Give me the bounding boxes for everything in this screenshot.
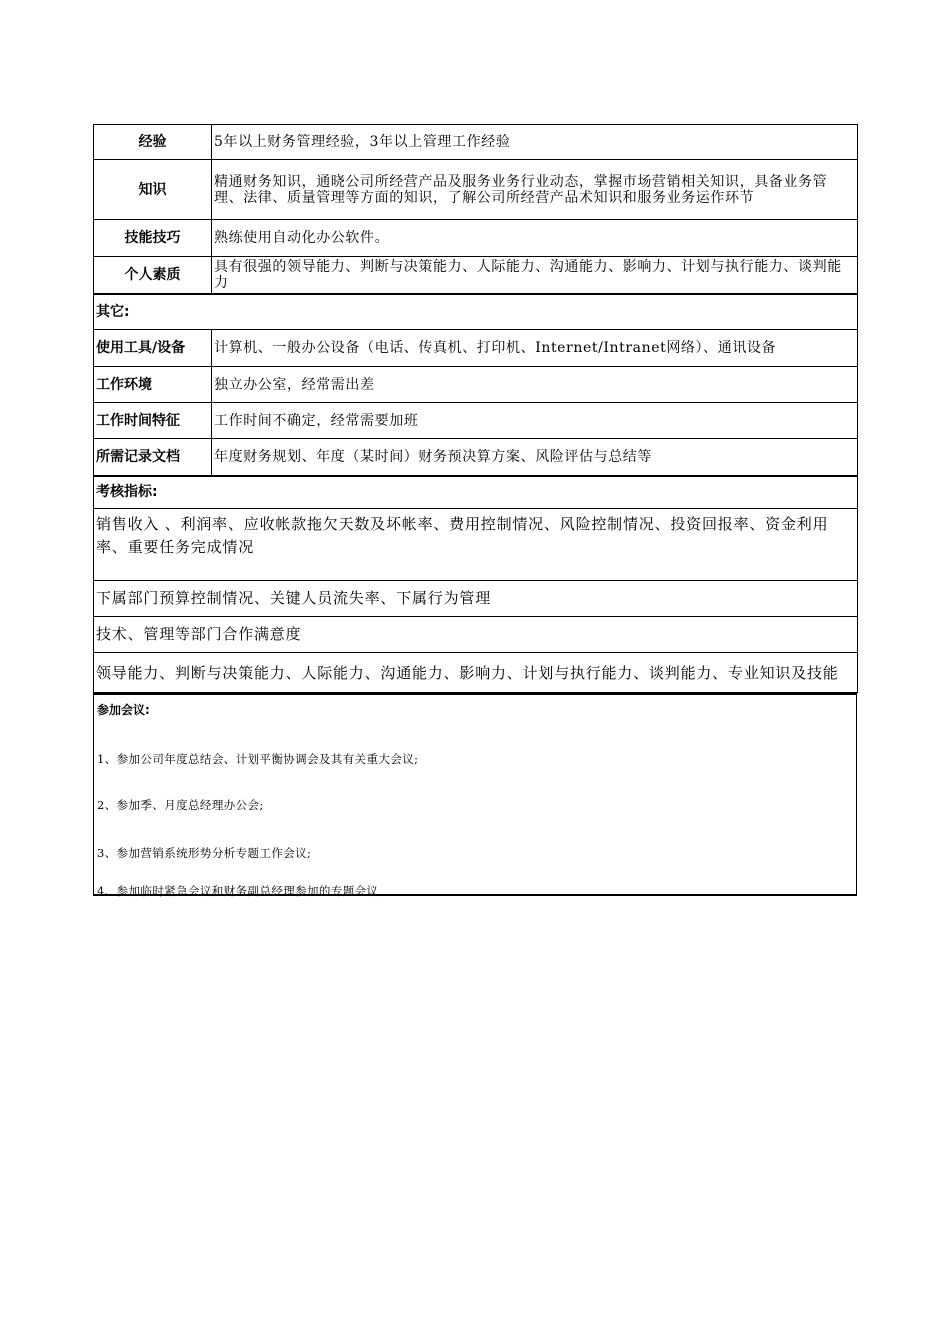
meeting-item: 3、参加营销系统形势分析专题工作会议;: [97, 846, 312, 860]
other-section-header: [94, 294, 858, 330]
row-personal-quality: [94, 257, 858, 294]
documents-label: 所需记录文档: [94, 439, 212, 476]
kpi-row: [94, 581, 858, 617]
environment-value: 独立办公室，经常需出差: [212, 367, 858, 403]
other-title: 其它:: [94, 294, 858, 330]
row-experience: [94, 125, 858, 160]
knowledge-value: 精通财务知识，通晓公司所经营产品及服务业务行业动态，掌握市场营销相关知识，具备业务管理、法律、质量管理等方面的知识，了解公司所经营产品术知识和服务业务运作环节: [212, 160, 858, 220]
kpi-item: 技术、管理等部门合作满意度: [94, 617, 858, 653]
work-time-label: 工作时间特征: [94, 403, 212, 439]
row-environment: [94, 367, 858, 403]
meeting-item: 1、参加公司年度总结会、计划平衡协调会及其有关重大会议;: [97, 752, 419, 766]
qualification-table: [93, 124, 858, 693]
documents-value: 年度财务规划、年度（某时间）财务预决算方案、风险评估与总结等: [212, 439, 858, 476]
skills-label: 技能技巧: [94, 220, 212, 257]
row-skills: [94, 220, 858, 257]
meetings-section: [93, 693, 857, 896]
personal-quality-value: 具有很强的领导能力、判断与决策能力、人际能力、沟通能力、影响力、计划与执行能力、谈判能力: [212, 257, 858, 294]
job-description-sheet: [93, 124, 857, 896]
meetings-title: 参加会议:: [97, 703, 150, 717]
work-time-value: 工作时间不确定，经常需要加班: [212, 403, 858, 439]
meeting-item: 2、参加季、月度总经理办公会;: [97, 798, 264, 812]
experience-value: 5年以上财务管理经验，3年以上管理工作经验: [212, 125, 858, 160]
kpi-section-header: [94, 476, 858, 509]
personal-quality-label: 个人素质: [94, 257, 212, 294]
knowledge-label: 知识: [94, 160, 212, 220]
kpi-row: [94, 509, 858, 581]
row-documents: [94, 439, 858, 476]
row-work-time: [94, 403, 858, 439]
row-tools: [94, 330, 858, 367]
kpi-item: 领导能力、判断与决策能力、人际能力、沟通能力、影响力、计划与执行能力、谈判能力、专业知识及技能: [94, 653, 858, 693]
kpi-item: 销售收入 、利润率、应收帐款拖欠天数及坏帐率、费用控制情况、风险控制情况、投资回报率、资金利用率、重要任务完成情况: [94, 509, 858, 581]
skills-value: 熟练使用自动化办公软件。: [212, 220, 858, 257]
kpi-item: 下属部门预算控制情况、关键人员流失率、下属行为管理: [94, 581, 858, 617]
kpi-row: [94, 653, 858, 693]
kpi-title: 考核指标:: [94, 476, 858, 509]
tools-value: 计算机、一般办公设备（电话、传真机、打印机、Internet/Intranet网络）、通讯设备: [212, 330, 858, 367]
kpi-row: [94, 617, 858, 653]
tools-label: 使用工具/设备: [94, 330, 212, 367]
environment-label: 工作环境: [94, 367, 212, 403]
experience-label: 经验: [94, 125, 212, 160]
row-knowledge: [94, 160, 858, 220]
meeting-item: 4、参加临时紧急会议和财务副总经理参加的专题会议: [97, 884, 379, 898]
